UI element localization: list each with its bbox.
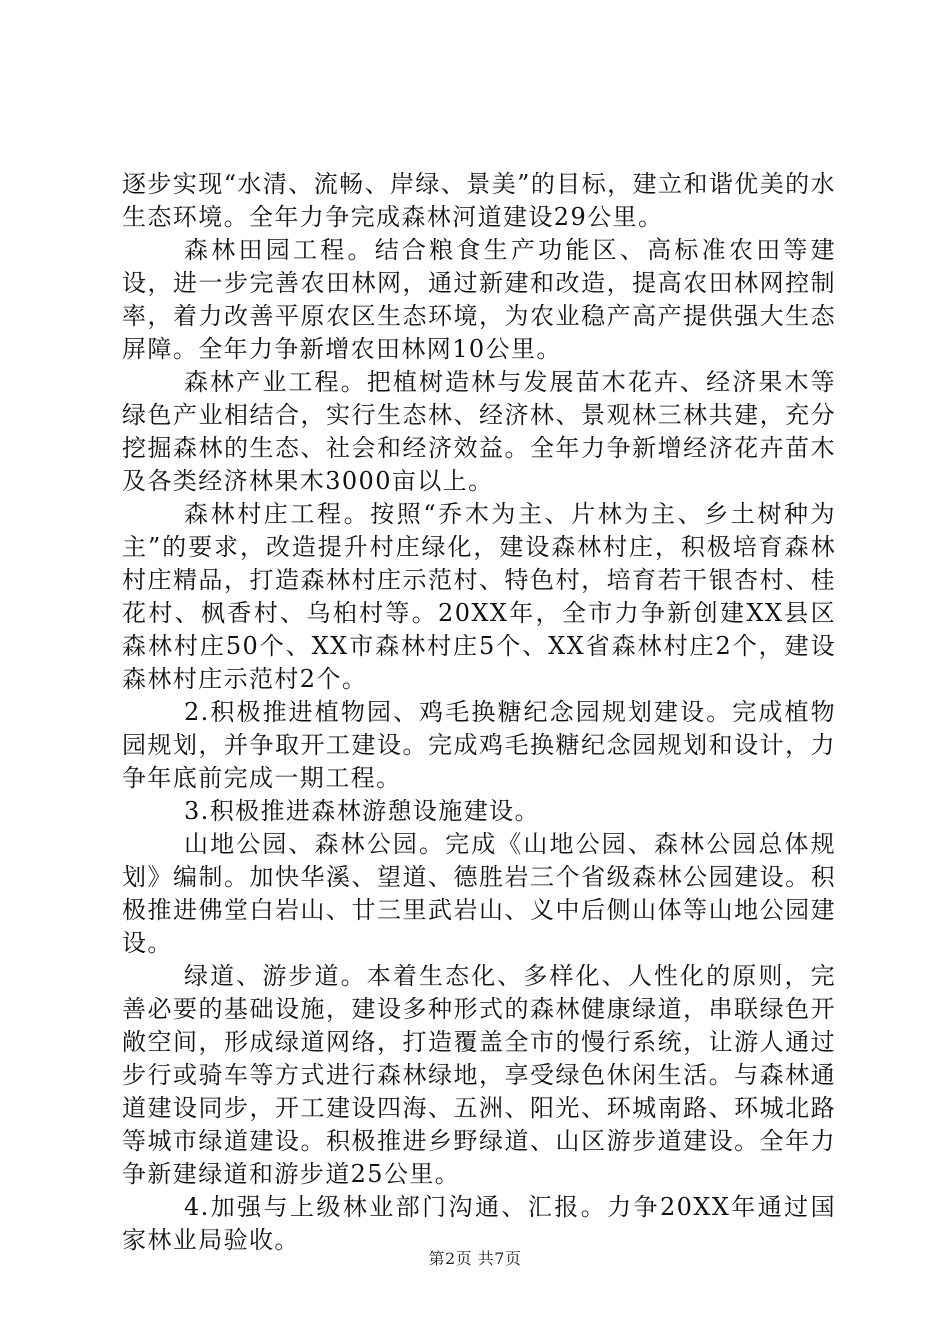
paragraph-forest-industry: 森林产业工程。把植树造林与发展苗木花卉、经济果木等绿色产业相结合，实行生态林、经济林、景观林三林共建，充分挖掘森林的生态、社会和经济效益。全年力争新增经济花卉苗木及各类经济林果木3000亩以上。 <box>122 368 836 495</box>
paragraph-recreation-heading: 3.积极推进森林游憩设施建设。 <box>184 797 540 825</box>
paragraph-greenways: 绿道、游步道。本着生态化、多样化、人性化的原则，完善必要的基础设施，建设多种形式的森林健康绿道，串联绿色开敞空间，形成绿道网络，打造覆盖全市的慢行系统，让游人通过步行或骑车等方式进行森林绿地，享受绿色休闲生活。与森林通道建设同步，开工建设四海、五洲、阳光、环城南路、环城北路等城市绿道建设。积极推进乡野绿道、山区游步道建设。全年力争新建绿道和游步道25公里。 <box>122 962 836 1188</box>
paragraph-communication: 4.加强与上级林业部门沟通、汇报。力争20XX年通过国家林业局验收。 <box>122 1193 836 1254</box>
document-body <box>122 168 836 1257</box>
paragraph-forest-farmland: 森林田园工程。结合粮食生产功能区、高标准农田等建设，进一步完善农田林网，通过新建和改造，提高农田林网控制率，着力改善平原农区生态环境，为农业稳产高产提供强大生态屏障。全年力争新增农田林网10公里。 <box>122 236 836 363</box>
paragraph-mountain-parks: 山地公园、森林公园。完成《山地公园、森林公园总体规划》编制。加快华溪、望道、德胜岩三个省级森林公园建设。积极推进佛堂白岩山、廿三里武岩山、义中后侧山体等山地公园建设。 <box>122 830 836 957</box>
paragraph-continuation: 逐步实现“水清、流畅、岸绿、景美”的目标，建立和谐优美的水生态环境。全年力争完成森林河道建设29公里。 <box>122 170 836 231</box>
paragraph-forest-village: 森林村庄工程。按照“乔木为主、片林为主、乡土树种为主”的要求，改造提升村庄绿化，建设森林村庄，积极培育森林村庄精品，打造森林村庄示范村、特色村，培育若干银杏村、桂花村、枫香村、乌桕村等。20XX年，全市力争新创建XX县区森林村庄50个、XX市森林村庄5个、XX省森林村庄2个，建设森林村庄示范村2个。 <box>122 500 836 693</box>
paragraph-botanical-garden: 2.积极推进植物园、鸡毛换糖纪念园规划建设。完成植物园规划，并争取开工建设。完成鸡毛换糖纪念园规划和设计，力争年底前完成一期工程。 <box>122 698 836 792</box>
page-number-footer: 第2页 共7页 <box>428 1249 522 1268</box>
